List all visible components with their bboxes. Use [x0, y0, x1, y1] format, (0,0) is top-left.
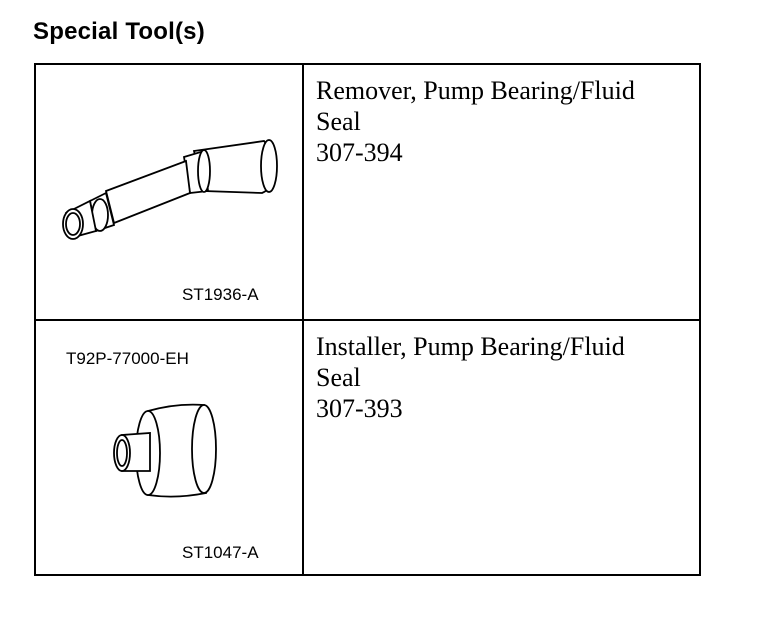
- tool-part-number: T92P-77000-EH: [66, 349, 189, 368]
- tool-row-remover: [36, 65, 699, 321]
- tool-number: 307-393: [316, 394, 403, 423]
- tool-illustration-cell: [36, 321, 304, 574]
- illustration-code: ST1936-A: [182, 285, 259, 304]
- special-tools-table: [34, 63, 701, 576]
- tool-illustration-cell: [36, 65, 304, 319]
- tool-description-cont: Seal: [316, 107, 361, 136]
- tool-number: 307-394: [316, 138, 403, 167]
- tool-description-cell: [304, 321, 699, 574]
- tool-row-installer: [36, 321, 699, 574]
- page-title: Special Tool(s): [33, 18, 205, 45]
- illustration-code: ST1047-A: [182, 543, 259, 562]
- tool-description-cell: [304, 65, 699, 319]
- tool-description: Installer, Pump Bearing/Fluid: [316, 332, 625, 361]
- installer-tool-icon: [36, 321, 302, 572]
- tool-description-cont: Seal: [316, 363, 361, 392]
- remover-tool-icon: [36, 65, 302, 319]
- tool-description: Remover, Pump Bearing/Fluid: [316, 76, 635, 105]
